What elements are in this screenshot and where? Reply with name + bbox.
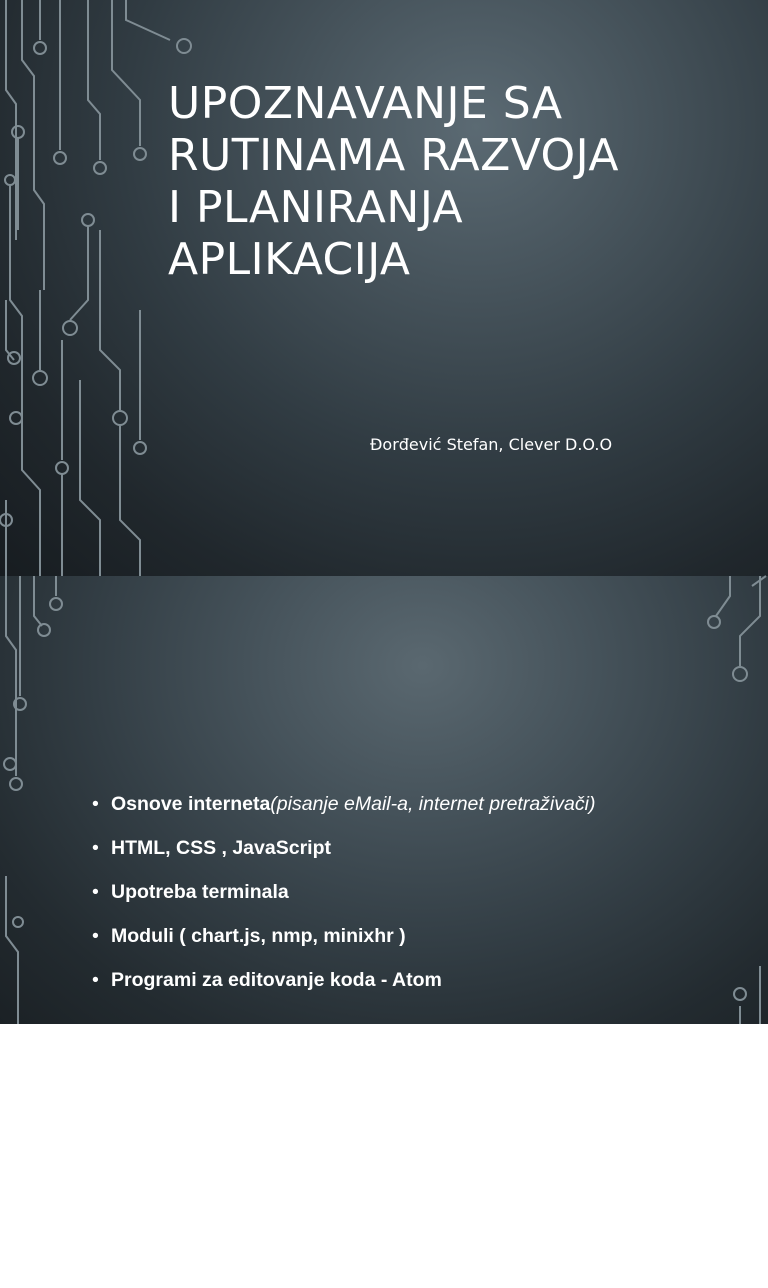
slide-subtitle-author: Đorđević Stefan, Clever D.O.O bbox=[370, 435, 613, 454]
list-item-paren: ( bbox=[270, 793, 277, 815]
list-item bbox=[92, 790, 732, 818]
list-item-italic: pisanje eMail-a, internet pretraživači bbox=[276, 793, 589, 815]
title-slide bbox=[0, 0, 768, 576]
bullet-icon: • bbox=[92, 925, 99, 947]
list-item-text: Osnove interneta bbox=[111, 793, 271, 815]
list-item-paren: ) bbox=[588, 793, 596, 815]
list-item bbox=[92, 966, 732, 994]
list-item-text: Upotreba terminala bbox=[111, 881, 289, 903]
list-item bbox=[92, 922, 732, 950]
slide-title: RETROSPEKTIVA KURSA SOVA bbox=[103, 1246, 592, 1285]
slide-title-line: APLIKACIJA bbox=[168, 234, 411, 285]
bullet-icon: • bbox=[92, 793, 99, 815]
list-item-text: Moduli ( chart.js, nmp, minixhr ) bbox=[111, 925, 406, 947]
bullet-list bbox=[92, 790, 732, 1010]
bullet-icon: • bbox=[92, 881, 99, 903]
slide-title-line: UPOZNAVANJE SA bbox=[168, 78, 563, 129]
list-item-text: Programi za editovanje koda - Atom bbox=[111, 969, 442, 991]
slide-title-line: RUTINAMA RAZVOJA bbox=[168, 130, 619, 181]
list-item bbox=[92, 834, 732, 862]
list-item bbox=[92, 878, 732, 906]
bullet-icon: • bbox=[92, 837, 99, 859]
slide-title-line: I PLANIRANJA bbox=[168, 182, 464, 233]
list-item-text: HTML, CSS , JavaScript bbox=[111, 837, 331, 859]
slide-title bbox=[168, 78, 758, 286]
bullet-icon: • bbox=[92, 969, 99, 991]
